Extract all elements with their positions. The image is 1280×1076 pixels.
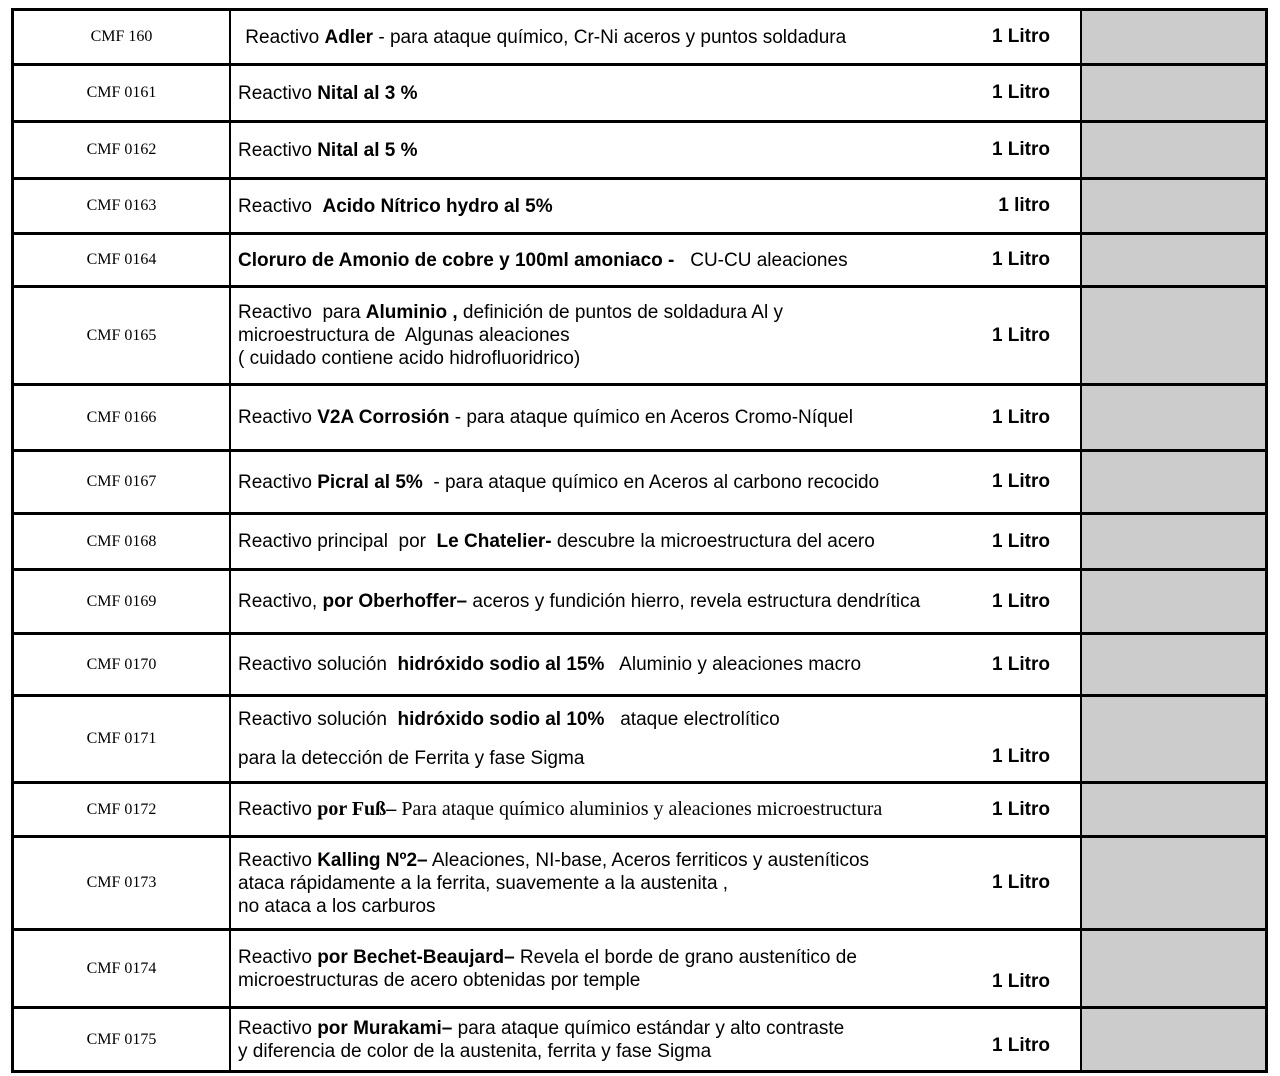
- description-text: [238, 70, 978, 116]
- description-line: [238, 1040, 978, 1063]
- text-segment: Cloruro de Amonio de cobre y 100ml amoniaco -: [238, 249, 680, 271]
- description-text: [238, 788, 978, 831]
- table-row: [14, 180, 1265, 235]
- code-cell: [14, 66, 231, 120]
- text-segment: por Fuß–: [317, 798, 397, 820]
- text-segment: ataca rápidamente a la ferrita, suavemente a la austenita ,: [238, 872, 729, 894]
- code-text: CMF 0165: [86, 326, 157, 344]
- code-cell: [14, 180, 231, 232]
- empty-cell: [1082, 931, 1265, 1006]
- quantity-text: 1 Litro: [991, 82, 1050, 103]
- text-segment: Acido Nítrico hydro al 5%: [322, 195, 553, 217]
- description-cell: [231, 66, 1082, 120]
- description-text: [238, 239, 978, 281]
- empty-cell: [1082, 66, 1265, 120]
- description-cell: [231, 784, 1082, 835]
- description-line: [238, 872, 978, 895]
- text-segment: ( cuidado contiene acido hidrofluoridrico): [238, 348, 581, 369]
- quantity-text: 1 Litro: [991, 406, 1050, 428]
- text-segment: microestructura de Algunas aleaciones: [238, 325, 570, 346]
- empty-cell: [1082, 11, 1265, 63]
- text-segment: Reactivo: [238, 471, 318, 493]
- code-text: CMF 0167: [86, 473, 157, 490]
- description-cell: [231, 180, 1082, 232]
- text-segment: para la detección de Ferrita y fase Sigma: [238, 748, 585, 769]
- table-row: [14, 11, 1265, 66]
- text-segment: no ataca a los carburos: [238, 895, 436, 917]
- text-segment: Picral al 5%: [317, 471, 423, 493]
- text-segment: y diferencia de color de la austenita, ferrita y fase Sigma: [238, 1040, 712, 1062]
- description-cell: [231, 1009, 1082, 1070]
- table-row: [14, 838, 1265, 931]
- table-row: [14, 288, 1265, 386]
- code-text: CMF 160: [90, 28, 153, 45]
- text-segment: Aluminio y aleaciones macro: [604, 654, 862, 675]
- text-segment: CU-CU aleaciones: [679, 249, 848, 271]
- empty-cell: [1082, 515, 1265, 568]
- code-cell: [14, 515, 231, 568]
- table-row: [14, 784, 1265, 838]
- code-cell: [14, 386, 231, 449]
- description-line: [238, 249, 978, 272]
- text-segment: descubre la microestructura del acero: [551, 531, 875, 552]
- text-segment: Nital al 5 %: [317, 139, 418, 161]
- text-segment: hidróxido sodio al 15%: [397, 654, 605, 675]
- text-segment: - para ataque químico en Aceros al carbono recocido: [422, 471, 880, 493]
- text-segment: Reactivo: [238, 195, 323, 217]
- empty-cell: [1082, 784, 1265, 835]
- table-row: [14, 697, 1265, 784]
- description-text: [238, 15, 978, 59]
- description-cell: [231, 288, 1082, 383]
- code-cell: [14, 697, 231, 781]
- text-segment: microestructuras de acero obtenidas por temple: [238, 969, 641, 991]
- table-row: [14, 66, 1265, 123]
- text-segment: Reactivo: [238, 139, 318, 161]
- quantity-text: 1 Litro: [991, 590, 1050, 612]
- code-cell: [14, 123, 231, 177]
- empty-cell: [1082, 452, 1265, 512]
- description-cell: [231, 931, 1082, 1006]
- text-segment: Reactivo solución: [238, 709, 398, 730]
- description-line: [238, 895, 978, 918]
- description-line: [238, 406, 978, 429]
- code-text: CMF 0169: [86, 592, 157, 610]
- code-text: CMF 0174: [86, 959, 157, 977]
- text-segment: Para ataque químico aluminios y aleaciones microestructura: [396, 798, 883, 820]
- code-cell: [14, 784, 231, 835]
- text-segment: Reactivo: [238, 82, 318, 104]
- text-segment: hidróxido sodio al 10%: [397, 709, 605, 730]
- quantity-text: 1 Litro: [991, 324, 1050, 346]
- code-cell: [14, 235, 231, 285]
- description-cell: [231, 515, 1082, 568]
- empty-cell: [1082, 571, 1265, 632]
- text-segment: Reactivo: [238, 946, 318, 968]
- code-text: CMF 0173: [86, 874, 157, 891]
- text-segment: Revela el borde de grano austenítico de: [514, 946, 857, 968]
- code-cell: [14, 635, 231, 694]
- text-segment: Aleaciones, NI-base, Aceros ferriticos y austeníticos: [427, 849, 870, 871]
- text-segment: Le Chatelier-: [436, 531, 552, 552]
- description-cell: [231, 571, 1082, 632]
- table-row: [14, 571, 1265, 635]
- description-cell: [231, 697, 1082, 781]
- code-text: CMF 0162: [86, 141, 157, 158]
- description-text: [238, 390, 978, 445]
- table-row: [14, 635, 1265, 697]
- text-segment: para ataque químico estándar y alto contraste: [452, 1017, 845, 1039]
- text-segment: por Bechet-Beaujard–: [317, 946, 515, 968]
- text-segment: V2A Corrosión: [317, 407, 450, 428]
- quantity-text: 1 Litro: [991, 798, 1050, 820]
- description-text: [238, 519, 978, 564]
- table-row: [14, 386, 1265, 452]
- description-line: [238, 1017, 978, 1040]
- quantity-text: 1 Litro: [991, 872, 1050, 893]
- text-segment: por Oberhoffer–: [322, 591, 468, 612]
- code-text: CMF 0171: [86, 730, 157, 747]
- description-cell: [231, 123, 1082, 177]
- quantity-text: 1 litro: [998, 195, 1050, 216]
- description-cell: [231, 635, 1082, 694]
- text-segment: Adler: [324, 26, 374, 48]
- quantity-text: 1 Litro: [991, 249, 1050, 270]
- quantity-text: 1 Litro: [991, 530, 1050, 552]
- description-cell: [231, 452, 1082, 512]
- code-cell: [14, 288, 231, 383]
- text-segment: Nital al 3 %: [317, 82, 418, 104]
- table-row: [14, 123, 1265, 180]
- description-line: [238, 301, 978, 324]
- description-text: [238, 842, 978, 924]
- text-segment: Reactivo: [238, 407, 318, 428]
- text-segment: - para ataque químico en Aceros Cromo-Níquel: [449, 407, 853, 428]
- description-line: [238, 849, 978, 872]
- description-line: [238, 798, 978, 821]
- code-cell: [14, 1009, 231, 1070]
- text-segment: definición de puntos de soldadura Al y: [457, 302, 783, 323]
- quantity-text: 1 Litro: [991, 139, 1050, 160]
- code-text: CMF 0172: [86, 800, 157, 818]
- code-cell: [14, 452, 231, 512]
- description-cell: [231, 386, 1082, 449]
- description-line: [238, 747, 978, 770]
- quantity-text: 1 Litro: [991, 746, 1050, 767]
- empty-cell: [1082, 697, 1265, 781]
- quantity-text: 1 Litro: [991, 653, 1050, 675]
- text-segment: Reactivo,: [238, 591, 323, 612]
- code-cell: [14, 931, 231, 1006]
- code-text: CMF 0175: [86, 1030, 157, 1048]
- description-text: [238, 127, 978, 173]
- code-text: CMF 0166: [86, 408, 157, 426]
- description-line: [238, 653, 978, 676]
- empty-cell: [1082, 635, 1265, 694]
- description-cell: [231, 235, 1082, 285]
- text-segment: Reactivo para: [238, 302, 366, 323]
- text-segment: ataque electrolítico: [604, 709, 780, 730]
- text-segment: Reactivo: [238, 849, 318, 871]
- quantity-text: 1 Litro: [991, 26, 1050, 47]
- text-segment: Reactivo: [238, 799, 318, 820]
- code-text: CMF 0170: [86, 655, 157, 673]
- description-text: [238, 1013, 978, 1066]
- text-segment: por Murakami–: [317, 1017, 453, 1039]
- quantity-text: 1 Litro: [991, 1035, 1050, 1056]
- description-text: [238, 639, 978, 690]
- code-text: CMF 0163: [86, 197, 157, 214]
- quantity-text: 1 Litro: [991, 471, 1050, 492]
- table-row: [14, 235, 1265, 288]
- text-segment: Reactivo: [238, 1017, 318, 1039]
- empty-cell: [1082, 180, 1265, 232]
- code-text: CMF 0168: [86, 532, 157, 550]
- description-line: [238, 347, 978, 370]
- code-text: CMF 0161: [86, 84, 157, 101]
- table-row: [14, 515, 1265, 571]
- description-text: [238, 701, 978, 777]
- empty-cell: [1082, 386, 1265, 449]
- description-line: [238, 530, 978, 553]
- text-segment: Reactivo principal por: [238, 531, 437, 552]
- reagent-table: [11, 8, 1268, 1073]
- table-row: [14, 1009, 1265, 1070]
- code-cell: [14, 838, 231, 928]
- description-line: [238, 708, 978, 731]
- description-line: [238, 139, 978, 162]
- description-text: [238, 456, 978, 508]
- empty-cell: [1082, 838, 1265, 928]
- text-segment: aceros y fundición hierro, revela estructura dendrítica: [467, 591, 921, 612]
- code-cell: [14, 11, 231, 63]
- description-text: [238, 184, 978, 228]
- empty-cell: [1082, 288, 1265, 383]
- code-cell: [14, 571, 231, 632]
- description-line: [238, 82, 978, 105]
- description-line: [238, 471, 978, 494]
- empty-cell: [1082, 235, 1265, 285]
- description-text: [238, 935, 978, 1002]
- description-line: [238, 946, 978, 969]
- text-segment: - para ataque químico, Cr-Ni aceros y puntos soldadura: [373, 26, 847, 48]
- quantity-text: 1 Litro: [991, 971, 1050, 992]
- description-line: [238, 195, 978, 218]
- description-cell: [231, 838, 1082, 928]
- description-line: [238, 324, 978, 347]
- empty-cell: [1082, 1009, 1265, 1070]
- description-line: [238, 969, 978, 992]
- description-cell: [231, 11, 1082, 63]
- description-text: [238, 575, 978, 628]
- table-row: [14, 931, 1265, 1009]
- description-text: [238, 292, 978, 379]
- text-segment: Reactivo: [240, 26, 325, 48]
- text-segment: Aluminio ,: [365, 302, 458, 323]
- empty-cell: [1082, 123, 1265, 177]
- code-text: CMF 0164: [86, 251, 157, 268]
- text-segment: Reactivo solución: [238, 654, 398, 675]
- text-segment: Kalling Nº2–: [317, 849, 428, 871]
- description-line: [238, 590, 978, 613]
- description-line: [240, 26, 978, 49]
- table-row: [14, 452, 1265, 515]
